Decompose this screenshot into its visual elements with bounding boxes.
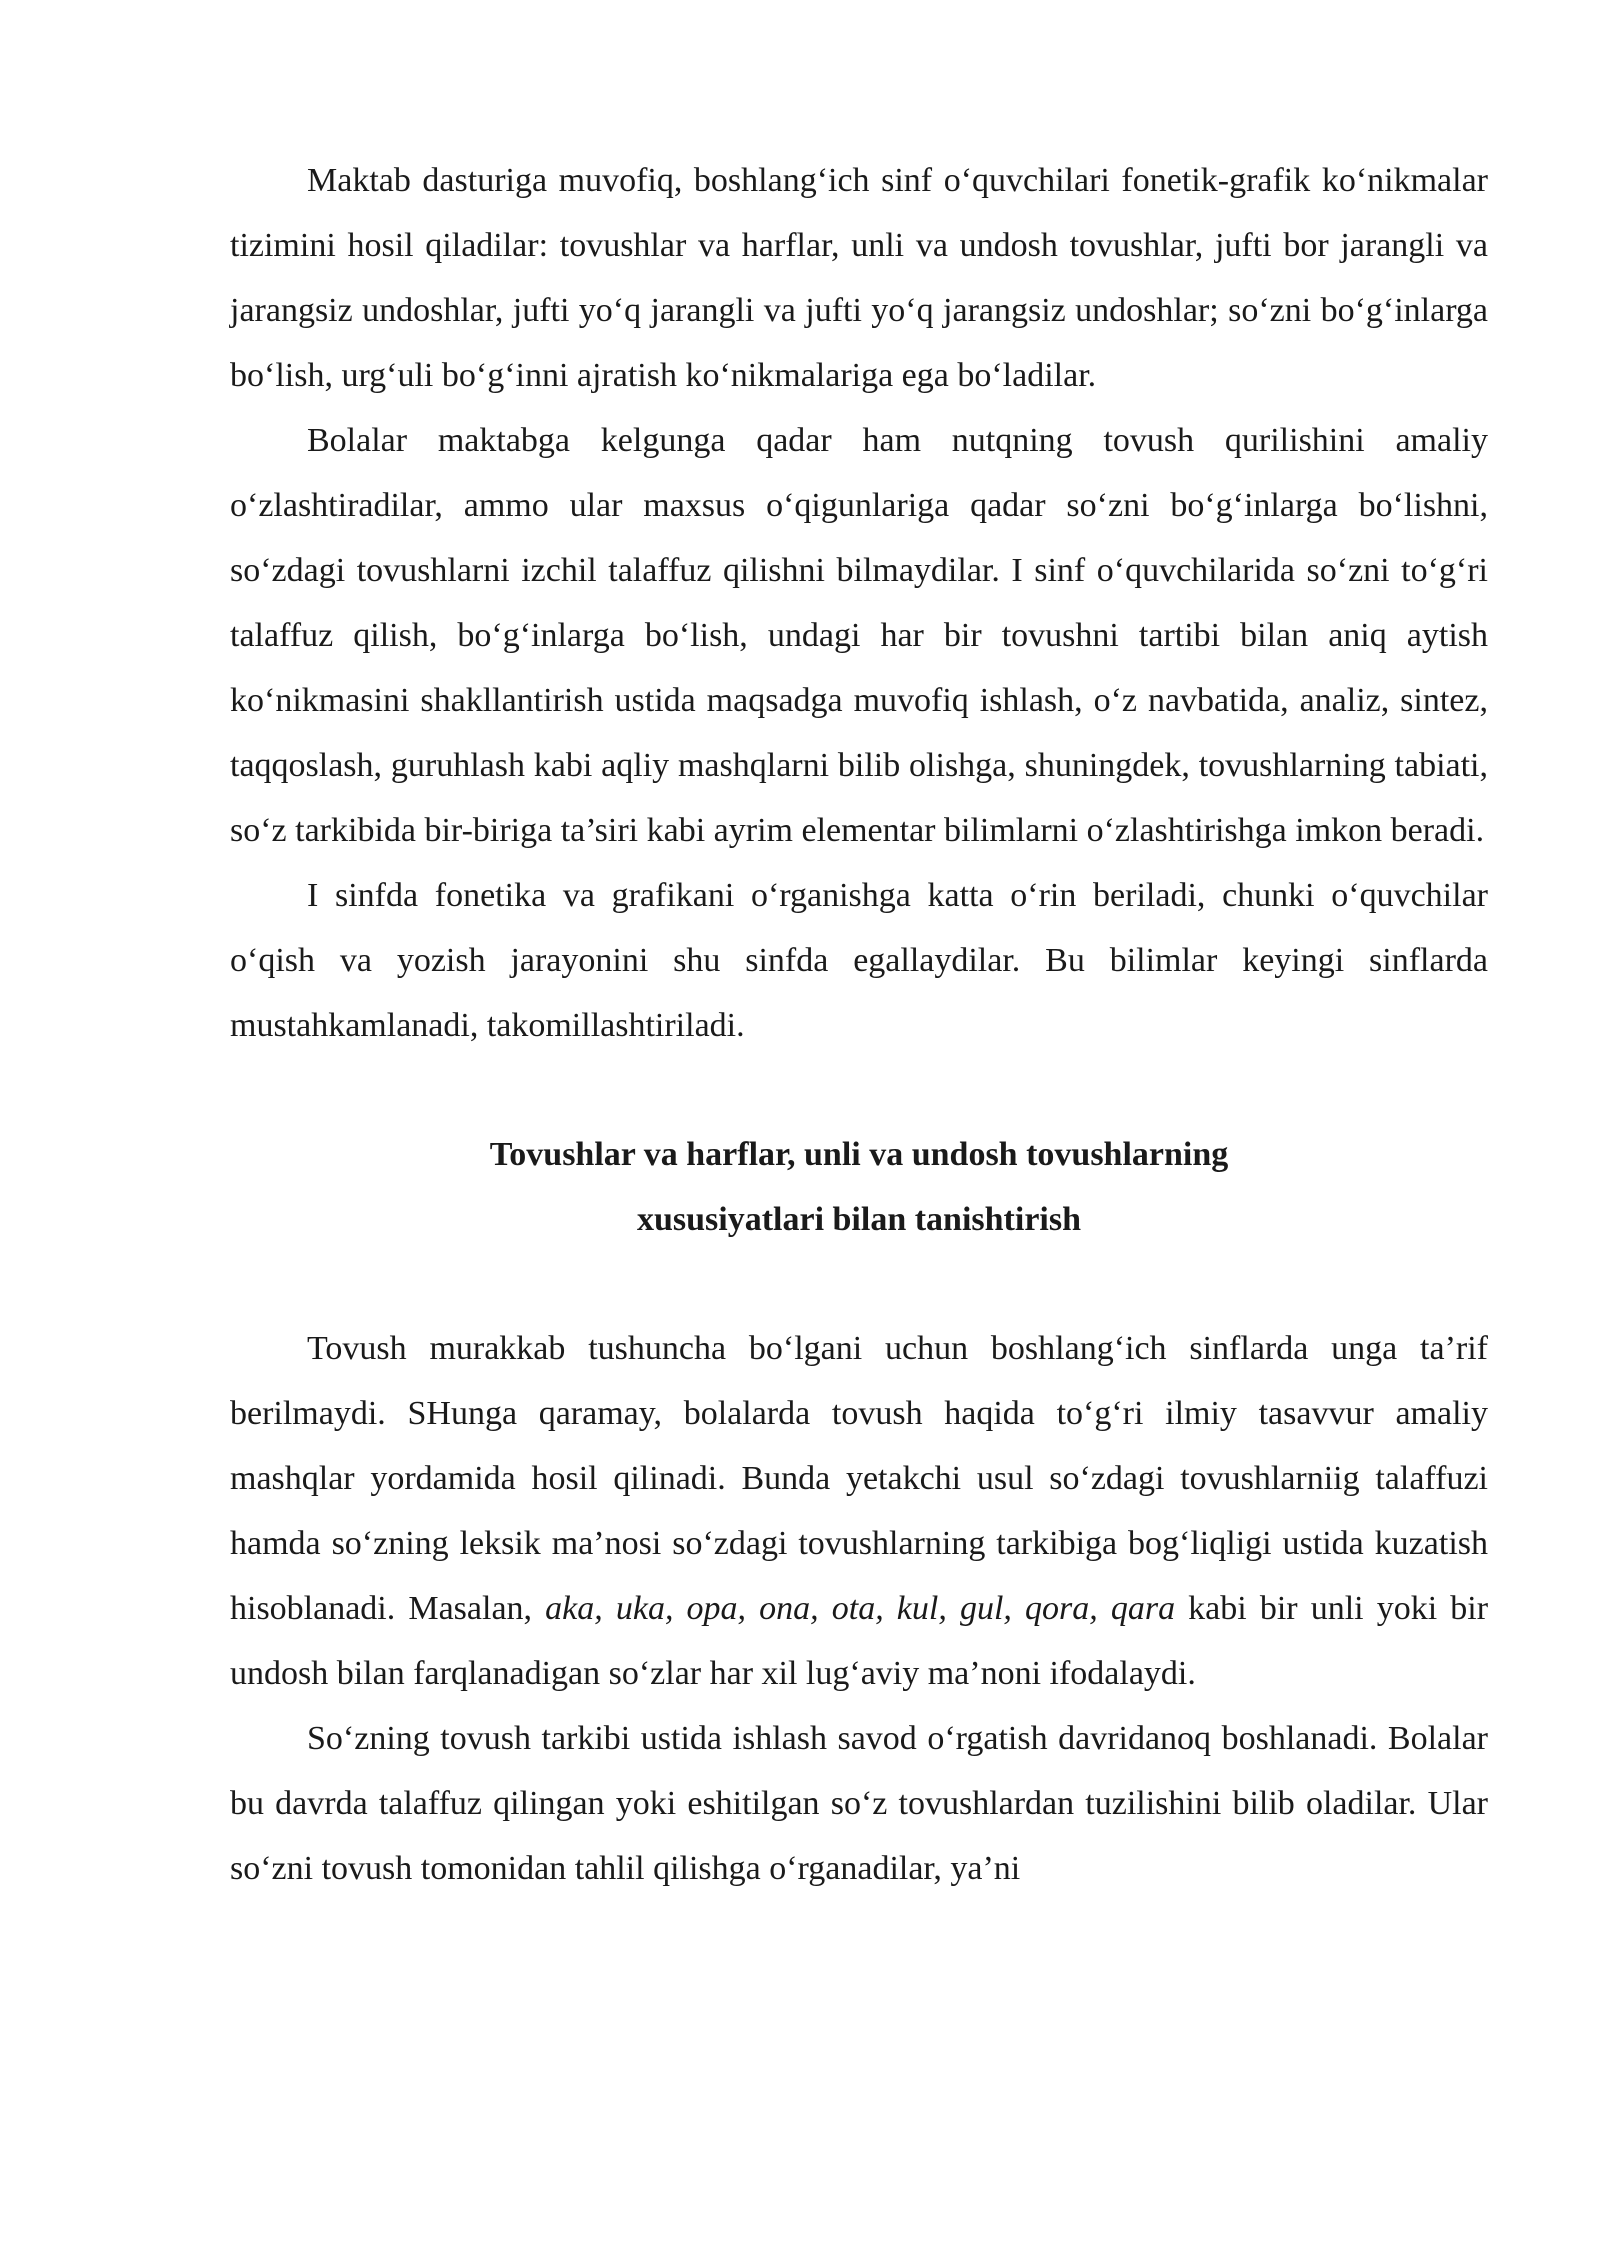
italic-example-words: aka, uka, opa, ona, ota, kul, gul, qora, qara xyxy=(545,1590,1176,1627)
section-heading-line-1: Tovushlar va harflar, unli va undosh tovushlarning xyxy=(489,1136,1229,1173)
section-heading-line-2: xususiyatlari bilan tanishtirish xyxy=(636,1201,1081,1238)
document-page xyxy=(230,148,1488,1901)
paragraph-fonetik-grafik: Maktab dasturiga muvofiq, boshlang‘ich sinf o‘quvchilari fonetik-grafik ko‘nikmalar tizimini hosil qiladilar: tovushlar va harflar, unli va undosh tovushlar, jufti bor jarangli va jarangsiz undoshlar, jufti yo‘q jarangli va jufti yo‘q jarangsiz undoshlar; so‘zni bo‘g‘inlarga bo‘lish, urg‘uli bo‘g‘inni ajratish ko‘nikmalariga ega bo‘ladilar. xyxy=(230,162,1488,394)
spacer xyxy=(230,1058,1488,1122)
spacer xyxy=(230,1252,1488,1316)
paragraph-bolalar-maktabga: Bolalar maktabga kelgunga qadar ham nutqning tovush qurilishini amaliy o‘zlashtiradilar, ammo ular maxsus o‘qigunlariga qadar so‘zni bo‘g‘inlarga bo‘lishni, so‘zdagi tovushlarni izchil talaffuz qilishni bilmaydilar. I sinf o‘quvchilarida so‘zni to‘g‘ri talaffuz qilish, bo‘g‘inlarga bo‘lish, undagi har bir tovushni tartibi bilan aniq aytish ko‘nikmasini shakllantirish ustida maqsadga muvofiq ishlash, o‘z navbatida, analiz, sintez, taqqoslash, guruhlash kabi aqliy mashqlarni bilib olishga, shuningdek, tovushlarning tabiati, so‘z tarkibida bir-biriga ta’siri kabi ayrim elementar bilimlarni o‘zlashtirishga imkon beradi. xyxy=(230,422,1488,849)
paragraph-text: Tovush murakkab tushuncha bo‘lgani uchun boshlang‘ich sinflarda unga ta’rif berilmaydi. SHunga qaramay, bolalarda tovush haqida to‘g‘ri ilmiy tasavvur amaliy mashqlar yordamida hosil qilinadi. Bunda yetakchi usul so‘zdagi tovushlarniig talaffuzi hamda so‘zning leksik ma’nosi so‘zdagi tovushlarning tarkibiga bog‘liqligi ustida kuzatish hisoblanadi. Masalan, xyxy=(230,1330,1488,1627)
paragraph-tovush-murakkab xyxy=(230,1316,1488,1706)
paragraph-soz-tovush-tarkibi: So‘zning tovush tarkibi ustida ishlash savod o‘rgatish davridanoq boshlanadi. Bolalar bu davrda talaffuz qilingan yoki eshitilgan so‘z tovushlardan tuzilishini bilib oladilar. Ular so‘zni tovush tomonidan tahlil qilishga o‘rganadilar, ya’ni xyxy=(230,1720,1488,1887)
paragraph-text: kabi bir unli yoki bir undosh bilan farqlanadigan so‘zlar har xil lug‘aviy ma’noni ifodalaydi. xyxy=(230,1590,1489,1692)
paragraph-i-sinfda: I sinfda fonetika va grafikani o‘rganishga katta o‘rin beriladi, chunki o‘quvchilar o‘qish va yozish jarayonini shu sinfda egallaydilar. Bu bilimlar keyingi sinflarda mustahkamlanadi, takomillashtiriladi. xyxy=(230,877,1488,1044)
